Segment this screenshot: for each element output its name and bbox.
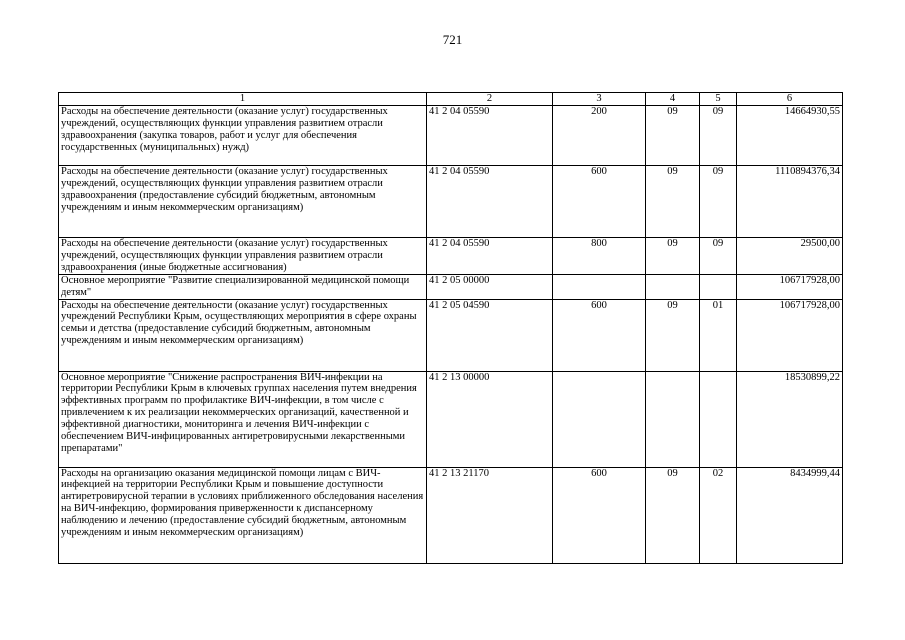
row-expense-type: 600	[553, 467, 646, 563]
row-expense-type: 800	[553, 238, 646, 275]
table-row	[59, 467, 843, 563]
row-description: Основное мероприятие "Снижение распространения ВИЧ-инфекции на территории Республики Крым в ключевых группах населения путем внедрения эффективных программ по профилактике ВИЧ-инфекции, в том числе с привлечением к их реализации некоммерческих организаций, качественной и эффективной диагностики, мониторинга и лечения ВИЧ-инфекции с обеспечением ВИЧ-инфицированных антиретровирусными лекарственными препаратами"	[59, 371, 427, 467]
row-target-code: 41 2 05 04590	[427, 299, 553, 371]
row-section	[646, 274, 700, 299]
row-description: Расходы на организацию оказания медицинской помощи лицам с ВИЧ-инфекцией на территории Республики Крым и повышение доступности антиретровирусной терапии в условиях приближенного обследования населения на ВИЧ-инфекцию, формирования приверженности к диспансерному наблюдению и лечению (предоставление субсидий бюджетным, автономным учреждениям и иным некоммерческим организациям)	[59, 467, 427, 563]
row-subsection	[700, 274, 737, 299]
table-row	[59, 371, 843, 467]
row-subsection: 09	[700, 238, 737, 275]
row-description: Расходы на обеспечение деятельности (оказание услуг) государственных учреждений Республики Крым, осуществляющих мероприятия в сфере охраны семьи и детства (предоставление субсидий бюджетным, автономным учреждениям и иным некоммерческим организациям)	[59, 299, 427, 371]
row-target-code: 41 2 04 05590	[427, 166, 553, 238]
row-amount: 1110894376,34	[737, 166, 843, 238]
row-target-code: 41 2 13 21170	[427, 467, 553, 563]
page-number: 721	[442, 32, 463, 47]
row-subsection: 01	[700, 299, 737, 371]
row-subsection: 09	[700, 166, 737, 238]
row-expense-type	[553, 274, 646, 299]
row-amount: 29500,00	[737, 238, 843, 275]
table-row	[59, 106, 843, 166]
row-description: Расходы на обеспечение деятельности (оказание услуг) государственных учреждений, осуществляющих функции управления развитием отрасли здравоохранения (иные бюджетные ассигнования)	[59, 238, 427, 275]
column-header: 6	[737, 93, 843, 106]
table-row	[59, 299, 843, 371]
table-row	[59, 238, 843, 275]
row-amount: 106717928,00	[737, 299, 843, 371]
row-section: 09	[646, 467, 700, 563]
row-section: 09	[646, 299, 700, 371]
column-header: 3	[553, 93, 646, 106]
column-header: 1	[59, 93, 427, 106]
row-target-code: 41 2 13 00000	[427, 371, 553, 467]
row-description: Расходы на обеспечение деятельности (оказание услуг) государственных учреждений, осуществляющих функции управления развитием отрасли здравоохранения (предоставление субсидий бюджетным, автономным учреждениям и иным некоммерческим организациям)	[59, 166, 427, 238]
row-section	[646, 371, 700, 467]
column-header: 4	[646, 93, 700, 106]
row-expense-type: 600	[553, 166, 646, 238]
row-target-code: 41 2 05 00000	[427, 274, 553, 299]
row-expense-type: 600	[553, 299, 646, 371]
row-amount: 18530899,22	[737, 371, 843, 467]
row-section: 09	[646, 166, 700, 238]
row-target-code: 41 2 04 05590	[427, 106, 553, 166]
row-amount: 14664930,55	[737, 106, 843, 166]
row-expense-type	[553, 371, 646, 467]
row-subsection: 02	[700, 467, 737, 563]
row-amount: 8434999,44	[737, 467, 843, 563]
row-target-code: 41 2 04 05590	[427, 238, 553, 275]
header-row	[59, 93, 843, 106]
row-subsection: 09	[700, 106, 737, 166]
budget-table	[58, 92, 843, 564]
table-row	[59, 166, 843, 238]
row-amount: 106717928,00	[737, 274, 843, 299]
row-section: 09	[646, 238, 700, 275]
table-row	[59, 274, 843, 299]
row-description: Расходы на обеспечение деятельности (оказание услуг) государственных учреждений, осуществляющих функции управления развитием отрасли здравоохранения (закупка товаров, работ и услуг для обеспечения государственных (муниципальных) нужд)	[59, 106, 427, 166]
row-subsection	[700, 371, 737, 467]
row-description: Основное мероприятие "Развитие специализированной медицинской помощи детям"	[59, 274, 427, 299]
row-section: 09	[646, 106, 700, 166]
column-header: 5	[700, 93, 737, 106]
column-header: 2	[427, 93, 553, 106]
row-expense-type: 200	[553, 106, 646, 166]
